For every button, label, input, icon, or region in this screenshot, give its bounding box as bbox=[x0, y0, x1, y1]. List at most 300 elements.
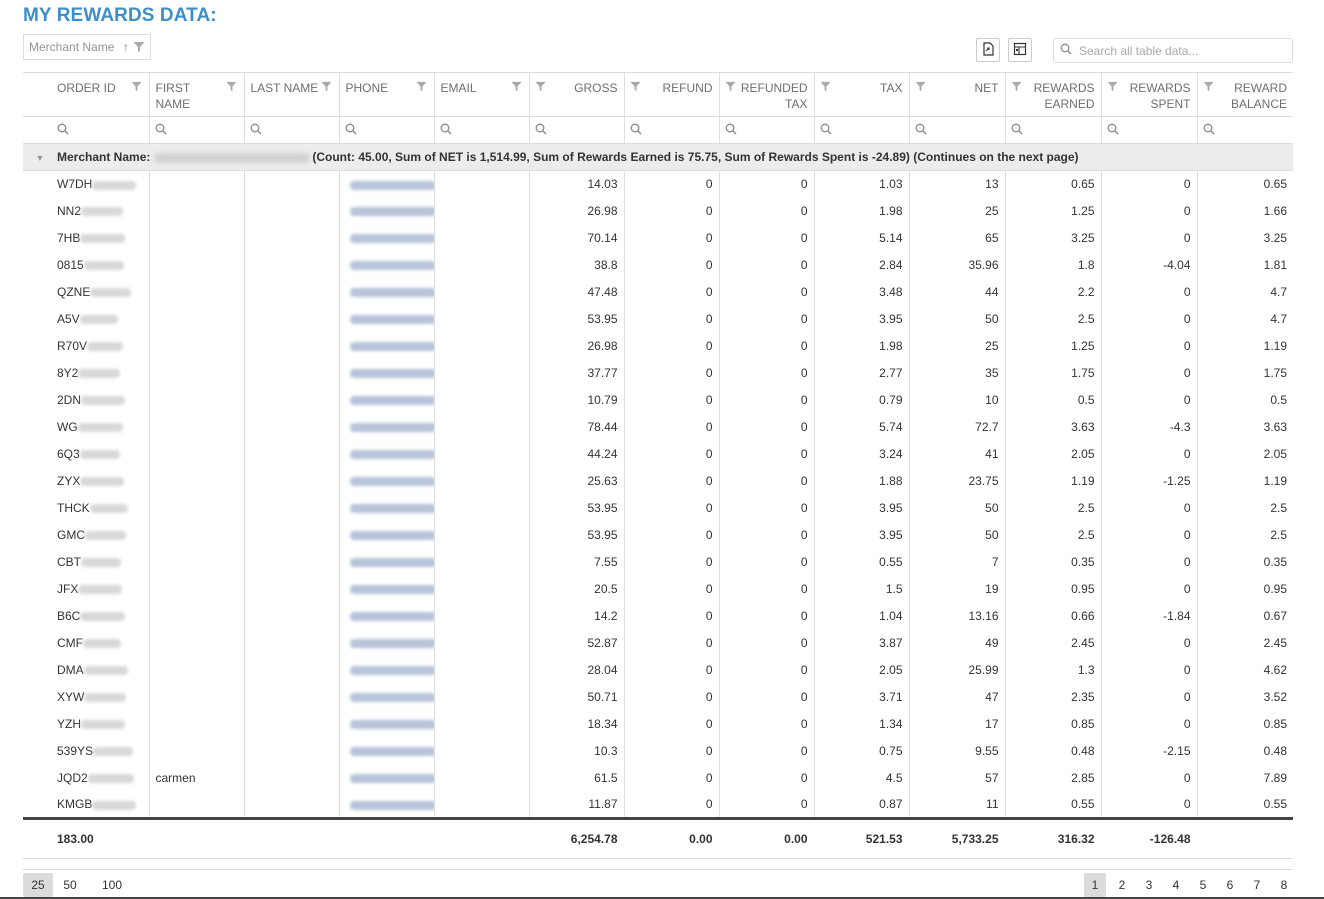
tax-cell: 3.71 bbox=[814, 684, 909, 711]
table-row[interactable] bbox=[23, 333, 1293, 360]
refund-cell: 0 bbox=[624, 630, 719, 657]
email-cell bbox=[434, 252, 529, 279]
refunded-tax-cell: 0 bbox=[719, 495, 814, 522]
gross-cell: 28.04 bbox=[529, 657, 624, 684]
order-id-cell bbox=[23, 171, 149, 198]
first-name-cell bbox=[149, 225, 244, 252]
net-cell: 50 bbox=[909, 306, 1005, 333]
page-number-button[interactable]: 3 bbox=[1145, 878, 1153, 892]
column-filter-cell[interactable] bbox=[529, 117, 624, 144]
column-filter-cell[interactable] bbox=[909, 117, 1005, 144]
redacted-phone bbox=[350, 288, 435, 297]
last-name-cell bbox=[244, 657, 339, 684]
column-header-phone[interactable] bbox=[339, 73, 434, 117]
column-header-reward-balance[interactable] bbox=[1197, 73, 1293, 117]
net-cell: 25.99 bbox=[909, 657, 1005, 684]
gross-cell: 38.8 bbox=[529, 252, 624, 279]
rewards-earned-cell: 1.25 bbox=[1005, 198, 1101, 225]
column-filter-icon[interactable] bbox=[1107, 81, 1118, 95]
column-filter-icon[interactable] bbox=[820, 81, 831, 95]
export-pdf-button[interactable] bbox=[976, 38, 1000, 62]
table-row[interactable] bbox=[23, 738, 1293, 765]
redacted-merchant-name bbox=[154, 153, 310, 163]
redacted-order-id bbox=[92, 801, 136, 810]
order-id-cell bbox=[23, 279, 149, 306]
column-header-gross[interactable] bbox=[529, 73, 624, 117]
refunded-tax-cell: 0 bbox=[719, 279, 814, 306]
email-cell bbox=[434, 414, 529, 441]
column-header-tax[interactable] bbox=[814, 73, 909, 117]
reward-balance-cell: 0.35 bbox=[1197, 549, 1293, 576]
search-icon bbox=[535, 124, 547, 138]
first-name-cell bbox=[149, 738, 244, 765]
table-row[interactable] bbox=[23, 603, 1293, 630]
redacted-order-id bbox=[80, 477, 124, 486]
rewards-earned-cell: 2.05 bbox=[1005, 441, 1101, 468]
redacted-order-id bbox=[83, 639, 121, 648]
email-cell bbox=[434, 198, 529, 225]
phone-cell bbox=[339, 387, 434, 414]
sort-ascending-icon[interactable]: ↑ bbox=[123, 40, 129, 54]
column-header-email[interactable] bbox=[434, 73, 529, 117]
column-chooser-button[interactable] bbox=[1008, 38, 1032, 62]
net-cell: 19 bbox=[909, 576, 1005, 603]
last-name-cell bbox=[244, 522, 339, 549]
last-name-cell bbox=[244, 630, 339, 657]
rewards-spent-cell: 0 bbox=[1101, 684, 1197, 711]
rewards-spent-cell: 0 bbox=[1101, 387, 1197, 414]
net-cell: 35.96 bbox=[909, 252, 1005, 279]
column-filter-cell[interactable] bbox=[23, 117, 149, 144]
column-header-row bbox=[23, 73, 1293, 117]
first-name-cell bbox=[149, 279, 244, 306]
total-refund: 0.00 bbox=[624, 819, 719, 859]
tax-cell: 3.87 bbox=[814, 630, 909, 657]
column-filter-icon[interactable] bbox=[1203, 81, 1214, 95]
group-row[interactable] bbox=[23, 144, 1293, 171]
gross-cell: 50.71 bbox=[529, 684, 624, 711]
column-header-refund[interactable] bbox=[624, 73, 719, 117]
tax-cell: 2.84 bbox=[814, 252, 909, 279]
refund-cell: 0 bbox=[624, 225, 719, 252]
tax-cell: 1.5 bbox=[814, 576, 909, 603]
email-cell bbox=[434, 522, 529, 549]
redacted-order-id bbox=[92, 181, 136, 190]
last-name-cell bbox=[244, 549, 339, 576]
order-id-cell bbox=[23, 333, 149, 360]
email-cell bbox=[434, 279, 529, 306]
column-header-label: REFUND bbox=[662, 81, 713, 95]
phone-cell bbox=[339, 684, 434, 711]
rewards-earned-cell: 2.45 bbox=[1005, 630, 1101, 657]
redacted-order-id bbox=[90, 288, 131, 297]
tax-cell: 0.87 bbox=[814, 792, 909, 819]
last-name-cell bbox=[244, 171, 339, 198]
gross-cell: 7.55 bbox=[529, 549, 624, 576]
redacted-phone bbox=[350, 342, 435, 351]
column-filter-cell[interactable] bbox=[1101, 117, 1197, 144]
redacted-order-id bbox=[81, 720, 125, 729]
first-name-cell bbox=[149, 468, 244, 495]
total-rewards-earned: 316.32 bbox=[1005, 819, 1101, 859]
order-id-visible: R70V bbox=[57, 339, 88, 353]
page-number-button[interactable]: 7 bbox=[1253, 878, 1261, 892]
rewards-spent-cell: 0 bbox=[1101, 495, 1197, 522]
column-header-net[interactable] bbox=[909, 73, 1005, 117]
gross-cell: 53.95 bbox=[529, 522, 624, 549]
column-filter-icon[interactable] bbox=[915, 81, 926, 95]
order-id-visible: 6Q3 bbox=[57, 447, 80, 461]
table-row[interactable] bbox=[23, 360, 1293, 387]
search-input[interactable] bbox=[1077, 43, 1281, 59]
tax-cell: 3.95 bbox=[814, 306, 909, 333]
rewards-spent-cell: 0 bbox=[1101, 333, 1197, 360]
table-row[interactable] bbox=[23, 576, 1293, 603]
refunded-tax-cell: 0 bbox=[719, 441, 814, 468]
order-id-visible: WG bbox=[57, 420, 78, 434]
table-row[interactable] bbox=[23, 495, 1293, 522]
last-name-cell bbox=[244, 306, 339, 333]
last-name-cell bbox=[244, 225, 339, 252]
last-name-cell bbox=[244, 360, 339, 387]
export-pdf-icon bbox=[981, 42, 995, 59]
table-row[interactable] bbox=[23, 414, 1293, 441]
rewards-earned-cell: 1.25 bbox=[1005, 333, 1101, 360]
column-filter-icon[interactable] bbox=[226, 81, 237, 95]
last-name-cell bbox=[244, 414, 339, 441]
tax-cell: 3.95 bbox=[814, 522, 909, 549]
refunded-tax-cell: 0 bbox=[719, 576, 814, 603]
reward-balance-cell: 0.55 bbox=[1197, 792, 1293, 819]
phone-cell bbox=[339, 657, 434, 684]
column-filter-icon[interactable] bbox=[321, 81, 332, 95]
rewards-earned-cell: 0.55 bbox=[1005, 792, 1101, 819]
search-icon bbox=[155, 124, 167, 138]
column-header-last-name[interactable] bbox=[244, 73, 339, 117]
tax-cell: 3.95 bbox=[814, 495, 909, 522]
net-cell: 17 bbox=[909, 711, 1005, 738]
redacted-phone bbox=[350, 558, 435, 567]
refund-cell: 0 bbox=[624, 333, 719, 360]
table-row[interactable] bbox=[23, 684, 1293, 711]
redacted-phone bbox=[350, 531, 435, 540]
page-number-button[interactable]: 5 bbox=[1199, 878, 1207, 892]
redacted-order-id bbox=[93, 747, 133, 756]
rewards-spent-cell: 0 bbox=[1101, 198, 1197, 225]
page-size-option[interactable]: 25 bbox=[23, 873, 53, 897]
tax-cell: 5.14 bbox=[814, 225, 909, 252]
order-id-cell bbox=[23, 711, 149, 738]
refunded-tax-cell: 0 bbox=[719, 252, 814, 279]
redacted-order-id bbox=[88, 774, 134, 783]
refund-cell: 0 bbox=[624, 306, 719, 333]
refund-cell: 0 bbox=[624, 603, 719, 630]
email-cell bbox=[434, 711, 529, 738]
refund-cell: 0 bbox=[624, 468, 719, 495]
table-row[interactable] bbox=[23, 792, 1293, 819]
rewards-spent-cell: 0 bbox=[1101, 306, 1197, 333]
column-filter-cell[interactable] bbox=[814, 117, 909, 144]
column-header-refunded-tax[interactable] bbox=[719, 73, 814, 117]
first-name-cell bbox=[149, 657, 244, 684]
first-name-cell bbox=[149, 684, 244, 711]
net-cell: 50 bbox=[909, 522, 1005, 549]
reward-balance-cell: 3.52 bbox=[1197, 684, 1293, 711]
reward-balance-cell: 1.19 bbox=[1197, 468, 1293, 495]
gross-cell: 78.44 bbox=[529, 414, 624, 441]
table-row[interactable] bbox=[23, 171, 1293, 198]
tax-cell: 0.75 bbox=[814, 738, 909, 765]
reward-balance-cell: 0.48 bbox=[1197, 738, 1293, 765]
rewards-spent-cell: 0 bbox=[1101, 360, 1197, 387]
phone-cell bbox=[339, 603, 434, 630]
first-name-cell bbox=[149, 360, 244, 387]
reward-balance-cell: 2.5 bbox=[1197, 522, 1293, 549]
order-id-cell bbox=[23, 549, 149, 576]
column-filter-cell[interactable] bbox=[339, 117, 434, 144]
refunded-tax-cell: 0 bbox=[719, 522, 814, 549]
phone-cell bbox=[339, 279, 434, 306]
phone-cell bbox=[339, 468, 434, 495]
gross-cell: 26.98 bbox=[529, 333, 624, 360]
redacted-order-id bbox=[87, 342, 123, 351]
last-name-cell bbox=[244, 441, 339, 468]
redacted-order-id bbox=[85, 531, 126, 540]
column-filter-icon[interactable] bbox=[535, 81, 546, 95]
redacted-order-id bbox=[80, 234, 125, 243]
table-row[interactable] bbox=[23, 549, 1293, 576]
rewards-spent-cell: 0 bbox=[1101, 630, 1197, 657]
table-row[interactable] bbox=[23, 711, 1293, 738]
order-id-visible: A5V bbox=[57, 312, 80, 326]
order-id-visible: 8Y2 bbox=[57, 366, 79, 380]
column-filter-icon[interactable] bbox=[630, 81, 641, 95]
refunded-tax-cell: 0 bbox=[719, 738, 814, 765]
redacted-order-id bbox=[81, 207, 123, 216]
order-id-visible: JQD2 bbox=[57, 771, 88, 785]
refund-cell: 0 bbox=[624, 360, 719, 387]
search-icon bbox=[1060, 43, 1072, 58]
order-id-visible: DMA bbox=[57, 663, 84, 677]
table-row[interactable] bbox=[23, 279, 1293, 306]
net-cell: 49 bbox=[909, 630, 1005, 657]
total-tax: 521.53 bbox=[814, 819, 909, 859]
search-icon bbox=[1011, 124, 1023, 138]
table-row[interactable] bbox=[23, 252, 1293, 279]
first-name-cell bbox=[149, 333, 244, 360]
search-icon bbox=[250, 124, 262, 138]
column-header-label: FIRST NAME bbox=[155, 81, 191, 111]
tax-cell: 1.88 bbox=[814, 468, 909, 495]
net-cell: 72.7 bbox=[909, 414, 1005, 441]
first-name-cell bbox=[149, 441, 244, 468]
net-cell: 10 bbox=[909, 387, 1005, 414]
first-name-cell bbox=[149, 603, 244, 630]
refund-cell: 0 bbox=[624, 522, 719, 549]
filter-icon[interactable] bbox=[133, 41, 145, 53]
redacted-phone bbox=[350, 181, 435, 190]
rewards-spent-cell: -1.84 bbox=[1101, 603, 1197, 630]
first-name-cell bbox=[149, 630, 244, 657]
net-cell: 23.75 bbox=[909, 468, 1005, 495]
refund-cell: 0 bbox=[624, 495, 719, 522]
refund-cell: 0 bbox=[624, 657, 719, 684]
gross-cell: 18.34 bbox=[529, 711, 624, 738]
table-row[interactable] bbox=[23, 306, 1293, 333]
email-cell bbox=[434, 657, 529, 684]
redacted-phone bbox=[350, 396, 435, 405]
order-id-visible: 7HB bbox=[57, 231, 81, 245]
refund-cell: 0 bbox=[624, 279, 719, 306]
collapse-group-icon[interactable]: ▼ bbox=[35, 153, 45, 163]
phone-cell bbox=[339, 441, 434, 468]
column-filter-cell[interactable] bbox=[624, 117, 719, 144]
column-filter-cell[interactable] bbox=[244, 117, 339, 144]
refund-cell: 0 bbox=[624, 252, 719, 279]
email-cell bbox=[434, 333, 529, 360]
rewards-earned-cell: 0.5 bbox=[1005, 387, 1101, 414]
redacted-order-id bbox=[78, 423, 123, 432]
refunded-tax-cell: 0 bbox=[719, 198, 814, 225]
reward-balance-cell: 0.65 bbox=[1197, 171, 1293, 198]
column-header-order-id[interactable] bbox=[23, 73, 149, 117]
net-cell: 65 bbox=[909, 225, 1005, 252]
redacted-phone bbox=[350, 666, 435, 675]
order-id-cell bbox=[23, 252, 149, 279]
table-row[interactable] bbox=[23, 198, 1293, 225]
order-id-visible: KMGB bbox=[57, 797, 93, 812]
order-id-visible: QZNE bbox=[57, 285, 91, 299]
refunded-tax-cell: 0 bbox=[719, 360, 814, 387]
search-icon bbox=[725, 124, 737, 138]
rewards-earned-cell: 0.65 bbox=[1005, 171, 1101, 198]
column-filter-cell[interactable] bbox=[1005, 117, 1101, 144]
page-number-button[interactable]: 4 bbox=[1172, 878, 1180, 892]
last-name-cell bbox=[244, 792, 339, 819]
tax-cell: 4.5 bbox=[814, 765, 909, 792]
rewards-spent-cell: -2.15 bbox=[1101, 738, 1197, 765]
rewards-earned-cell: 2.35 bbox=[1005, 684, 1101, 711]
column-filter-icon[interactable] bbox=[511, 81, 522, 95]
page-number-button[interactable]: 1 bbox=[1084, 873, 1106, 897]
order-id-visible: THCK bbox=[57, 501, 90, 515]
reward-balance-cell: 0.67 bbox=[1197, 603, 1293, 630]
phone-cell bbox=[339, 333, 434, 360]
page-size-option[interactable]: 50 bbox=[63, 878, 77, 892]
pager bbox=[23, 869, 1293, 897]
column-header-rewards-earned[interactable] bbox=[1005, 73, 1101, 117]
gross-cell: 53.95 bbox=[529, 306, 624, 333]
table-row[interactable] bbox=[23, 657, 1293, 684]
redacted-phone bbox=[350, 234, 435, 243]
column-filter-icon[interactable] bbox=[416, 81, 427, 95]
gross-cell: 44.24 bbox=[529, 441, 624, 468]
table-row[interactable] bbox=[23, 765, 1293, 792]
email-cell bbox=[434, 360, 529, 387]
order-id-cell bbox=[23, 765, 149, 792]
table-row[interactable] bbox=[23, 630, 1293, 657]
net-cell: 7 bbox=[909, 549, 1005, 576]
search-box[interactable] bbox=[1053, 38, 1293, 63]
column-header-label: LAST NAME bbox=[250, 81, 319, 95]
column-filter-cell[interactable] bbox=[149, 117, 244, 144]
column-filter-icon[interactable] bbox=[131, 81, 142, 95]
redacted-phone bbox=[350, 693, 435, 702]
column-filter-icon[interactable] bbox=[1011, 81, 1022, 95]
table-row[interactable] bbox=[23, 522, 1293, 549]
reward-balance-cell: 4.7 bbox=[1197, 279, 1293, 306]
refund-cell: 0 bbox=[624, 684, 719, 711]
reward-balance-cell: 2.45 bbox=[1197, 630, 1293, 657]
column-header-rewards-spent[interactable] bbox=[1101, 73, 1197, 117]
gross-cell: 26.98 bbox=[529, 198, 624, 225]
page-number-button[interactable]: 2 bbox=[1118, 878, 1126, 892]
redacted-phone bbox=[350, 207, 435, 216]
redacted-phone bbox=[350, 477, 435, 486]
column-filter-icon[interactable] bbox=[725, 81, 736, 95]
rewards-spent-cell: -4.3 bbox=[1101, 414, 1197, 441]
order-id-cell bbox=[23, 495, 149, 522]
rewards-earned-cell: 0.95 bbox=[1005, 576, 1101, 603]
gross-cell: 52.87 bbox=[529, 630, 624, 657]
reward-balance-cell: 3.25 bbox=[1197, 225, 1293, 252]
redacted-order-id bbox=[78, 585, 122, 594]
search-icon bbox=[345, 124, 357, 138]
reward-balance-cell: 0.95 bbox=[1197, 576, 1293, 603]
page-number-button[interactable]: 8 bbox=[1280, 878, 1288, 892]
phone-cell bbox=[339, 225, 434, 252]
net-cell: 41 bbox=[909, 441, 1005, 468]
total-refunded-tax: 0.00 bbox=[719, 819, 814, 859]
phone-cell bbox=[339, 171, 434, 198]
order-id-cell bbox=[23, 414, 149, 441]
page-number-button[interactable]: 6 bbox=[1226, 878, 1234, 892]
reward-balance-cell: 2.05 bbox=[1197, 441, 1293, 468]
email-cell bbox=[434, 468, 529, 495]
email-cell bbox=[434, 387, 529, 414]
rewards-earned-cell: 2.5 bbox=[1005, 495, 1101, 522]
table-row[interactable] bbox=[23, 468, 1293, 495]
table-row[interactable] bbox=[23, 387, 1293, 414]
column-header-first-name[interactable] bbox=[149, 73, 244, 117]
column-filter-cell[interactable] bbox=[1197, 117, 1293, 144]
redacted-phone bbox=[350, 585, 435, 594]
order-id-cell bbox=[23, 306, 149, 333]
order-id-visible: 539YS bbox=[57, 744, 94, 758]
filter-row bbox=[23, 117, 1293, 144]
order-id-cell bbox=[23, 225, 149, 252]
column-filter-cell[interactable] bbox=[719, 117, 814, 144]
table-row[interactable] bbox=[23, 441, 1293, 468]
search-icon bbox=[57, 124, 69, 138]
refunded-tax-cell: 0 bbox=[719, 792, 814, 819]
redacted-order-id bbox=[80, 450, 120, 459]
page-size-option[interactable]: 100 bbox=[101, 878, 123, 892]
redacted-order-id bbox=[78, 369, 120, 378]
last-name-cell bbox=[244, 468, 339, 495]
net-cell: 9.55 bbox=[909, 738, 1005, 765]
column-filter-cell[interactable] bbox=[434, 117, 529, 144]
first-name-cell bbox=[149, 252, 244, 279]
table-row[interactable] bbox=[23, 225, 1293, 252]
last-name-cell bbox=[244, 684, 339, 711]
group-panel-merchant-name[interactable] bbox=[23, 34, 151, 60]
phone-cell bbox=[339, 549, 434, 576]
order-id-visible: 0815 bbox=[57, 258, 84, 272]
redacted-phone bbox=[350, 423, 435, 432]
first-name-cell bbox=[149, 495, 244, 522]
total-net: 5,733.25 bbox=[909, 819, 1005, 859]
